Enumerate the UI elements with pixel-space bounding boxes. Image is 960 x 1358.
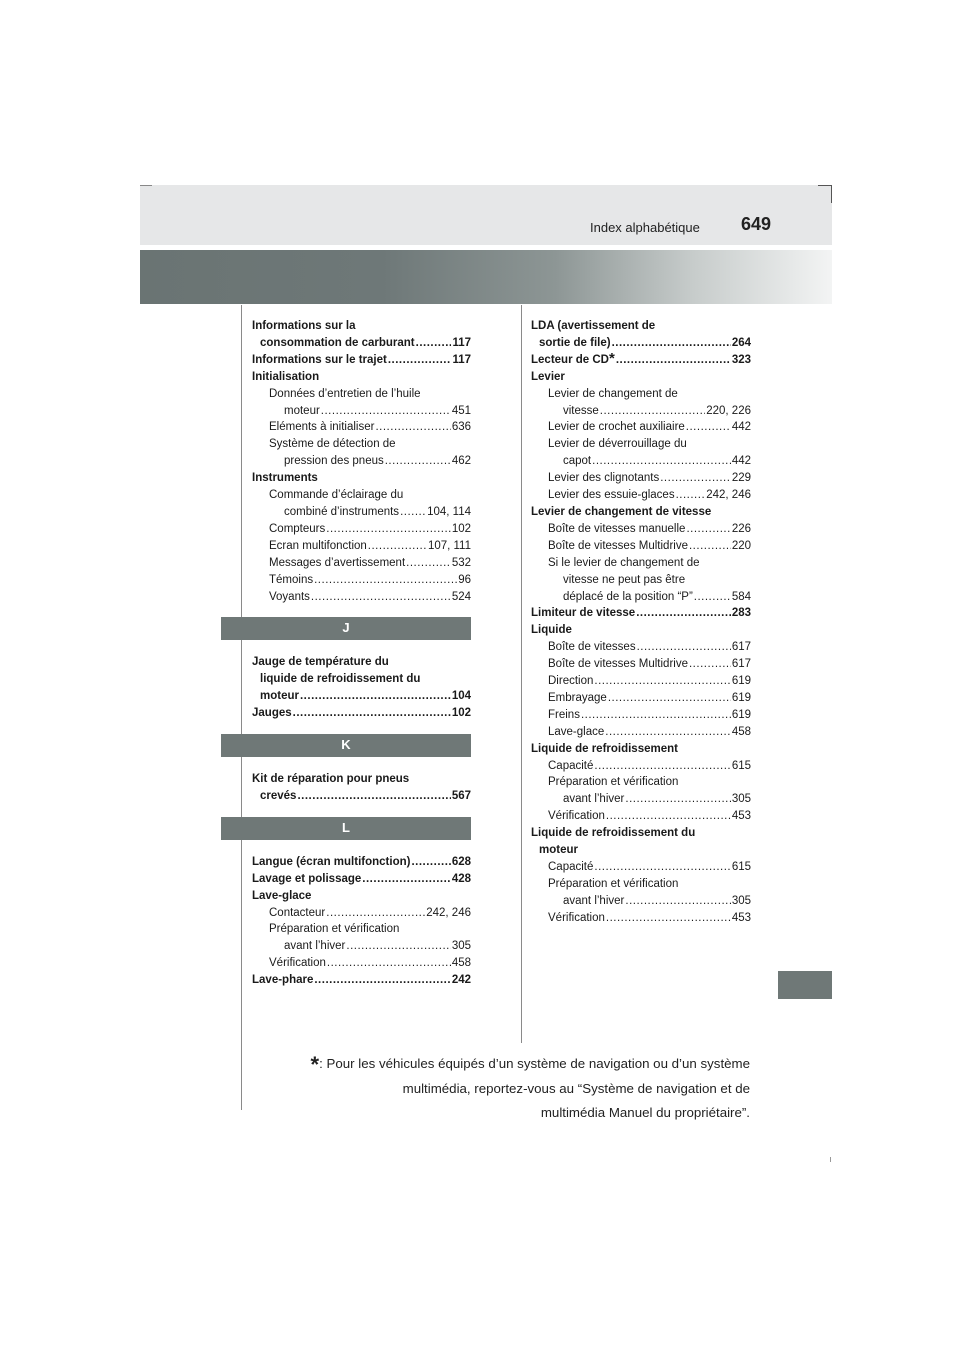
crop-mark-right-vertical xyxy=(831,185,832,203)
index-entry-term: Levier de déverrouillage du xyxy=(548,438,687,451)
index-entry xyxy=(531,419,751,436)
spacer xyxy=(252,840,471,854)
index-entry-term: avant l’hiver xyxy=(284,940,346,953)
index-entry-page: 283 xyxy=(731,607,751,620)
dot-leader xyxy=(689,656,731,673)
dot-leader xyxy=(694,589,731,606)
index-entry-page: 453 xyxy=(731,810,751,823)
index-entry-page: 458 xyxy=(731,725,751,738)
dot-leader xyxy=(362,871,451,888)
index-entry xyxy=(531,690,751,707)
index-entry-page: 220 xyxy=(731,539,751,552)
index-entry-page: 617 xyxy=(731,658,751,671)
index-entry xyxy=(252,453,471,470)
dot-leader xyxy=(594,758,730,775)
index-entry xyxy=(252,335,471,352)
crop-mark-right-horizontal xyxy=(818,185,832,186)
index-entry-page: 102 xyxy=(451,522,471,535)
index-entry-term: combiné d’instruments xyxy=(284,505,400,518)
index-entry xyxy=(531,808,751,825)
index-entry-term: Direction xyxy=(548,675,594,688)
index-entry xyxy=(252,572,471,589)
index-entry-page: 617 xyxy=(731,641,751,654)
index-entry xyxy=(252,538,471,555)
dot-leader xyxy=(321,403,451,420)
index-entry xyxy=(531,487,751,504)
index-entry-term: vitesse ne peut pas être xyxy=(563,573,686,586)
index-entry-page: 442 xyxy=(731,455,751,468)
crop-mark-left xyxy=(140,185,152,186)
index-entry-term: déplacé de la position “P” xyxy=(563,590,693,603)
index-entry-term: Commande d’éclairage du xyxy=(269,489,404,502)
dot-leader xyxy=(594,673,730,690)
index-entry-page: 242, 246 xyxy=(706,489,751,502)
index-entry-term: Préparation et vérification xyxy=(548,877,679,890)
index-entry xyxy=(252,589,471,606)
footnote-line-3: multimédia Manuel du propriétaire”. xyxy=(540,1105,750,1120)
header-title: Index alphabétique xyxy=(590,220,700,235)
dot-leader xyxy=(592,453,731,470)
index-entry xyxy=(531,436,751,453)
index-entry xyxy=(531,673,751,690)
chapter-gradient-band xyxy=(140,250,832,304)
index-entry xyxy=(252,921,471,938)
index-entry xyxy=(531,521,751,538)
index-entry-term: Boîte de vitesses xyxy=(548,641,636,654)
index-entry-term: Vérification xyxy=(548,810,605,823)
index-column-left xyxy=(252,318,471,989)
index-entry xyxy=(531,572,751,589)
index-entry-term: Levier xyxy=(531,370,565,383)
index-entry-page: 104 xyxy=(451,690,471,703)
index-entry-term: consommation de carburant xyxy=(260,336,415,349)
index-entry xyxy=(252,771,471,788)
column-rule-middle xyxy=(521,305,522,1043)
spacer xyxy=(252,757,471,771)
section-letter-bar: L xyxy=(221,817,471,840)
dot-leader xyxy=(625,893,730,910)
index-entry-term: Vérification xyxy=(548,911,605,924)
index-entry xyxy=(252,671,471,688)
index-entry-term: Contacteur xyxy=(269,906,326,919)
index-entry-term: Témoins xyxy=(269,573,314,586)
spacer xyxy=(252,722,471,734)
index-entry xyxy=(252,470,471,487)
index-entry-page: 305 xyxy=(731,894,751,907)
dot-leader xyxy=(686,419,731,436)
index-entry xyxy=(531,369,751,386)
index-entry-term: Eléments à initialiser xyxy=(269,421,375,434)
dot-leader xyxy=(314,972,450,989)
index-entry-page: 117 xyxy=(452,336,471,349)
index-entry-page: 104, 114 xyxy=(427,505,471,518)
index-entry-page: 462 xyxy=(451,455,471,468)
index-entry-page: 453 xyxy=(731,911,751,924)
index-entry xyxy=(252,352,471,369)
index-entry xyxy=(531,859,751,876)
dot-leader xyxy=(346,938,450,955)
index-entry xyxy=(531,504,751,521)
dot-leader xyxy=(326,905,425,922)
index-entry xyxy=(531,538,751,555)
spacer xyxy=(252,805,471,817)
index-entry xyxy=(531,893,751,910)
index-entry xyxy=(531,622,751,639)
index-entry-term: Compteurs xyxy=(269,522,326,535)
index-entry-term: Liquide xyxy=(531,624,572,637)
index-entry-term: Instruments xyxy=(252,472,318,485)
index-entry xyxy=(531,910,751,927)
index-entry-page: 220, 226 xyxy=(706,404,751,417)
index-entry xyxy=(531,741,751,758)
dot-leader xyxy=(660,470,731,487)
index-entry-term: Levier de changement de vitesse xyxy=(531,505,712,518)
index-entry xyxy=(252,436,471,453)
index-entry-term: Capacité xyxy=(548,861,594,873)
dot-leader xyxy=(636,605,731,622)
index-entry-page: 428 xyxy=(451,872,471,885)
index-entry xyxy=(531,639,751,656)
index-entry-term: crevés xyxy=(260,789,297,802)
index-entry-term: Préparation et vérification xyxy=(269,923,400,936)
index-entry xyxy=(252,854,471,871)
index-entry-page: 305 xyxy=(731,793,751,806)
index-entry-term: Messages d’avertissement xyxy=(269,556,406,569)
chapter-thumb-tab xyxy=(778,971,832,999)
dot-leader xyxy=(416,335,452,352)
dot-leader xyxy=(689,538,731,555)
index-entry-term: Capacité xyxy=(548,759,594,772)
dot-leader xyxy=(400,504,426,521)
dot-leader xyxy=(297,788,450,805)
index-entry xyxy=(252,688,471,705)
index-entry-term: capot xyxy=(563,455,592,468)
index-entry xyxy=(252,705,471,722)
dot-leader xyxy=(608,690,731,707)
dot-leader xyxy=(606,808,731,825)
index-entry xyxy=(252,487,471,504)
dot-leader xyxy=(594,859,730,876)
index-entry-term: Boîte de vitesses manuelle xyxy=(548,522,686,535)
index-entry-page: 242, 246 xyxy=(426,906,471,919)
index-entry xyxy=(252,871,471,888)
index-entry-term: moteur xyxy=(260,690,299,703)
index-entry-term: Informations sur le trajet xyxy=(252,353,387,366)
index-entry xyxy=(252,972,471,989)
index-entry-term: Liquide de refroidissement xyxy=(531,742,678,755)
index-entry xyxy=(531,555,751,572)
index-entry-term: Levier de changement de xyxy=(548,387,678,400)
index-entry-page: 524 xyxy=(451,590,471,603)
index-entry-page: 458 xyxy=(451,957,471,970)
index-entry-term: Lavage et polissage xyxy=(252,872,362,885)
index-entry xyxy=(531,318,751,335)
index-entry xyxy=(531,791,751,808)
index-entry-page: 442 xyxy=(731,421,751,434)
index-entry xyxy=(531,470,751,487)
section-letter-bar: K xyxy=(221,734,471,757)
index-entry-term: Voyants xyxy=(269,590,310,603)
index-entry-page: 242 xyxy=(451,974,471,987)
dot-leader xyxy=(600,403,705,420)
index-entry-term: Jauge de température du xyxy=(252,656,389,669)
index-entry-term: Boîte de vitesses Multidrive xyxy=(548,539,688,552)
index-entry-term: Lave-glace xyxy=(548,725,605,738)
column-rule-left xyxy=(241,305,242,1110)
index-entry-page: 532 xyxy=(451,556,471,569)
index-entry-term: Préparation et vérification xyxy=(548,776,679,789)
index-entry-term: vitesse xyxy=(563,404,599,417)
index-entry xyxy=(531,453,751,470)
index-entry-page: 117 xyxy=(452,353,471,366)
footnote-line-2: multimédia, reportez-vous au “Système de navigation et de xyxy=(402,1081,750,1096)
index-entry xyxy=(531,707,751,724)
index-entry-term: Lave-glace xyxy=(252,889,312,902)
dot-leader xyxy=(616,352,731,369)
dot-leader xyxy=(375,419,450,436)
index-entry-page: 619 xyxy=(731,691,751,704)
index-entry-term: Jauges xyxy=(252,707,292,720)
footnote-line-1 xyxy=(295,1052,750,1077)
footnote-text-1: : Pour les véhicules équipés d’un système de navigation ou d’un système xyxy=(319,1056,750,1071)
index-entry-page: 628 xyxy=(451,855,471,868)
index-entry-term: liquide de refroidissement du xyxy=(260,673,421,686)
index-entry xyxy=(252,318,471,335)
index-entry xyxy=(252,955,471,972)
index-entry xyxy=(531,656,751,673)
index-entry-term: Système de détection de xyxy=(269,438,396,451)
index-entry-page: 305 xyxy=(451,940,471,953)
dot-leader xyxy=(368,538,427,555)
index-entry-term: Données d’entretien de l’huile xyxy=(269,387,421,400)
index-entry-term: avant l’hiver xyxy=(563,793,625,806)
index-entry-term: Informations sur la xyxy=(252,320,356,332)
index-entry-term: Limiteur de vitesse xyxy=(531,607,636,620)
index-entry-page: 96 xyxy=(458,573,471,586)
dot-leader xyxy=(311,589,451,606)
index-entry-term: Ecran multifonction xyxy=(269,539,367,552)
dot-leader xyxy=(314,572,457,589)
dot-leader xyxy=(327,955,451,972)
index-entry-term: Boîte de vitesses Multidrive xyxy=(548,658,688,671)
index-entry-term: pression des pneus xyxy=(284,455,384,468)
index-entry xyxy=(252,419,471,436)
dot-leader xyxy=(411,854,450,871)
index-entry-term: LDA (avertissement de xyxy=(531,320,656,332)
index-entry xyxy=(252,905,471,922)
footnote-asterisk: * xyxy=(310,1052,320,1077)
index-column-right xyxy=(531,318,751,927)
index-entry-page: 567 xyxy=(451,789,471,802)
index-entry xyxy=(531,876,751,893)
index-entry xyxy=(531,403,751,420)
dot-leader xyxy=(625,791,730,808)
dot-leader xyxy=(637,639,731,656)
index-entry xyxy=(252,504,471,521)
index-entry-page: 323 xyxy=(731,353,751,366)
dot-leader xyxy=(293,705,451,722)
section-letter-bar: J xyxy=(221,617,471,640)
index-entry-term: Kit de réparation pour pneus xyxy=(252,773,410,786)
index-entry xyxy=(252,555,471,572)
index-entry xyxy=(531,605,751,622)
index-entry xyxy=(531,386,751,403)
index-entry-page: 226 xyxy=(731,522,751,535)
index-entry xyxy=(531,335,751,352)
index-entry-term: Liquide de refroidissement du xyxy=(531,827,696,840)
dot-leader xyxy=(686,521,730,538)
index-entry xyxy=(531,825,751,842)
index-entry-term: moteur xyxy=(539,844,578,857)
index-entry-term: avant l’hiver xyxy=(563,894,625,907)
index-entry-page: 615 xyxy=(731,759,751,772)
dot-leader xyxy=(406,555,451,572)
dot-leader xyxy=(388,352,452,369)
index-entry xyxy=(252,938,471,955)
index-entry-page: 619 xyxy=(731,708,751,721)
dot-leader xyxy=(606,910,731,927)
index-entry xyxy=(531,842,751,859)
header-band xyxy=(140,185,832,245)
dot-leader xyxy=(605,724,731,741)
index-entry xyxy=(252,386,471,403)
index-entry-term: Freins xyxy=(548,708,580,721)
index-entry xyxy=(252,369,471,386)
dot-leader xyxy=(326,521,451,538)
index-entry-term: sortie de file) xyxy=(539,336,611,349)
index-entry-page: 451 xyxy=(451,404,471,417)
index-entry xyxy=(252,521,471,538)
spacer xyxy=(252,640,471,654)
index-entry xyxy=(531,724,751,741)
index-entry-page: 264 xyxy=(731,336,751,349)
index-entry xyxy=(252,788,471,805)
index-entry-page: 102 xyxy=(451,707,471,720)
index-entry-term: moteur xyxy=(284,404,320,417)
index-entry xyxy=(531,758,751,775)
index-entry xyxy=(252,888,471,905)
index-entry-page: 584 xyxy=(731,590,751,603)
index-entry-page: 107, 111 xyxy=(427,539,471,552)
dot-leader xyxy=(676,487,706,504)
index-entry-term: Initialisation xyxy=(252,370,320,383)
index-entry-term: Si le levier de changement de xyxy=(548,556,700,569)
index-entry-page: 619 xyxy=(731,675,751,688)
footnote xyxy=(295,1052,750,1125)
index-entry xyxy=(252,403,471,420)
index-entry-term: Levier de crochet auxiliaire xyxy=(548,421,685,434)
index-entry: Lecteur de CD * ..... 323 xyxy=(531,352,751,369)
index-entry-term: Langue (écran multifonction) xyxy=(252,855,411,868)
index-entry-term: Embrayage xyxy=(548,691,607,704)
index-entry-term: Levier des essuie-glaces xyxy=(548,489,675,502)
dot-leader xyxy=(581,707,731,724)
spacer xyxy=(252,605,471,617)
index-entry-term: Lecteur de CD xyxy=(531,353,609,366)
index-entry xyxy=(531,589,751,606)
dot-leader xyxy=(385,453,451,470)
index-entry xyxy=(252,654,471,671)
dot-leader xyxy=(300,688,451,705)
index-entry-term: Levier des clignotants xyxy=(548,472,660,485)
dot-leader xyxy=(612,335,731,352)
crop-mark-bottom xyxy=(830,1157,831,1162)
page-number: 649 xyxy=(741,214,772,234)
index-entry-page: 615 xyxy=(731,861,751,873)
index-entry-page: 636 xyxy=(451,421,471,434)
index-entry xyxy=(531,774,751,791)
index-entry-term: Vérification xyxy=(269,957,326,970)
index-entry-term: Lave-phare xyxy=(252,974,314,987)
index-entry-page: 229 xyxy=(731,472,751,485)
